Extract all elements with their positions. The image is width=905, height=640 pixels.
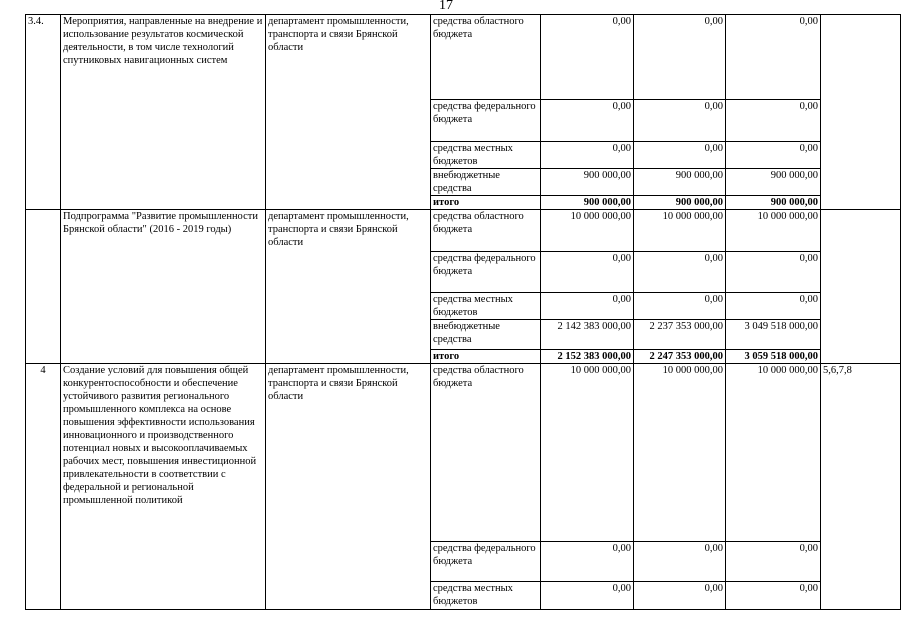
value-year-3: 0,00	[726, 15, 821, 100]
source-label: внебюджетные средства	[431, 169, 541, 196]
row-4-regional	[26, 364, 901, 542]
source-label: средства областного бюджета	[431, 210, 541, 252]
subprogram-name: Подпрограмма "Развитие промышленности Брянской области" (2016 - 2019 годы)	[61, 210, 266, 364]
value-year-1: 0,00	[541, 582, 634, 610]
value-year-1: 10 000 000,00	[541, 364, 634, 542]
value-year-2: 0,00	[634, 293, 726, 320]
row-number: 3.4.	[26, 15, 61, 210]
value-year-3: 0,00	[726, 582, 821, 610]
department: департамент промышленности, транспорта и связи Брянской области	[266, 15, 431, 210]
value-year-2: 0,00	[634, 542, 726, 582]
total-label: итого	[431, 196, 541, 210]
budget-table-wrapper	[25, 14, 901, 610]
indicator-ref	[821, 15, 901, 210]
source-label: средства федерального бюджета	[431, 100, 541, 142]
value-year-1: 10 000 000,00	[541, 210, 634, 252]
source-label: средства местных бюджетов	[431, 142, 541, 169]
value-year-1: 0,00	[541, 142, 634, 169]
value-year-2: 900 000,00	[634, 169, 726, 196]
value-year-1: 0,00	[541, 293, 634, 320]
value-year-3: 10 000 000,00	[726, 210, 821, 252]
activity-name: Создание условий для повышения общей конкурентоспособности и обеспечение устойчивого развития регионального промышленного комплекса на основе повышения эффективности использования инновационного и производственного потенциал новых и высокооплачиваемых рабочих мест, повышения инвестиционной привлекательности в соответствии с федеральной и региональной промышленной политикой	[61, 364, 266, 610]
row-3-4-regional	[26, 15, 901, 100]
total-year-2: 900 000,00	[634, 196, 726, 210]
value-year-1: 900 000,00	[541, 169, 634, 196]
value-year-2: 10 000 000,00	[634, 210, 726, 252]
source-label: средства федерального бюджета	[431, 252, 541, 293]
page-number: 17	[439, 0, 453, 12]
value-year-2: 0,00	[634, 15, 726, 100]
value-year-1: 0,00	[541, 100, 634, 142]
source-label: внебюджетные средства	[431, 320, 541, 350]
value-year-3: 3 049 518 000,00	[726, 320, 821, 350]
value-year-2: 0,00	[634, 252, 726, 293]
source-label: средства местных бюджетов	[431, 293, 541, 320]
value-year-3: 0,00	[726, 100, 821, 142]
value-year-2: 10 000 000,00	[634, 364, 726, 542]
source-label: средства местных бюджетов	[431, 582, 541, 610]
total-year-3: 3 059 518 000,00	[726, 350, 821, 364]
value-year-2: 0,00	[634, 582, 726, 610]
value-year-3: 0,00	[726, 252, 821, 293]
value-year-3: 10 000 000,00	[726, 364, 821, 542]
department: департамент промышленности, транспорта и связи Брянской области	[266, 210, 431, 364]
source-label: средства областного бюджета	[431, 15, 541, 100]
total-year-3: 900 000,00	[726, 196, 821, 210]
value-year-3: 0,00	[726, 293, 821, 320]
value-year-3: 0,00	[726, 142, 821, 169]
value-year-2: 0,00	[634, 100, 726, 142]
total-label: итого	[431, 350, 541, 364]
source-label: средства федерального бюджета	[431, 542, 541, 582]
total-year-2: 2 247 353 000,00	[634, 350, 726, 364]
value-year-2: 2 237 353 000,00	[634, 320, 726, 350]
total-year-1: 900 000,00	[541, 196, 634, 210]
row-number	[26, 210, 61, 364]
value-year-2: 0,00	[634, 142, 726, 169]
value-year-1: 2 142 383 000,00	[541, 320, 634, 350]
budget-table	[25, 14, 901, 610]
value-year-1: 0,00	[541, 15, 634, 100]
activity-name: Мероприятия, направленные на внедрение и использование результатов космической деятельности, в том числе технологий спутниковых навигационных систем	[61, 15, 266, 210]
value-year-3: 900 000,00	[726, 169, 821, 196]
department: департамент промышленности, транспорта и связи Брянской области	[266, 364, 431, 610]
row-sub-regional	[26, 210, 901, 252]
value-year-1: 0,00	[541, 252, 634, 293]
total-year-1: 2 152 383 000,00	[541, 350, 634, 364]
value-year-3: 0,00	[726, 542, 821, 582]
row-number: 4	[26, 364, 61, 610]
source-label: средства областного бюджета	[431, 364, 541, 542]
indicator-ref	[821, 210, 901, 364]
indicator-ref: 5,6,7,8	[821, 364, 901, 610]
value-year-1: 0,00	[541, 542, 634, 582]
